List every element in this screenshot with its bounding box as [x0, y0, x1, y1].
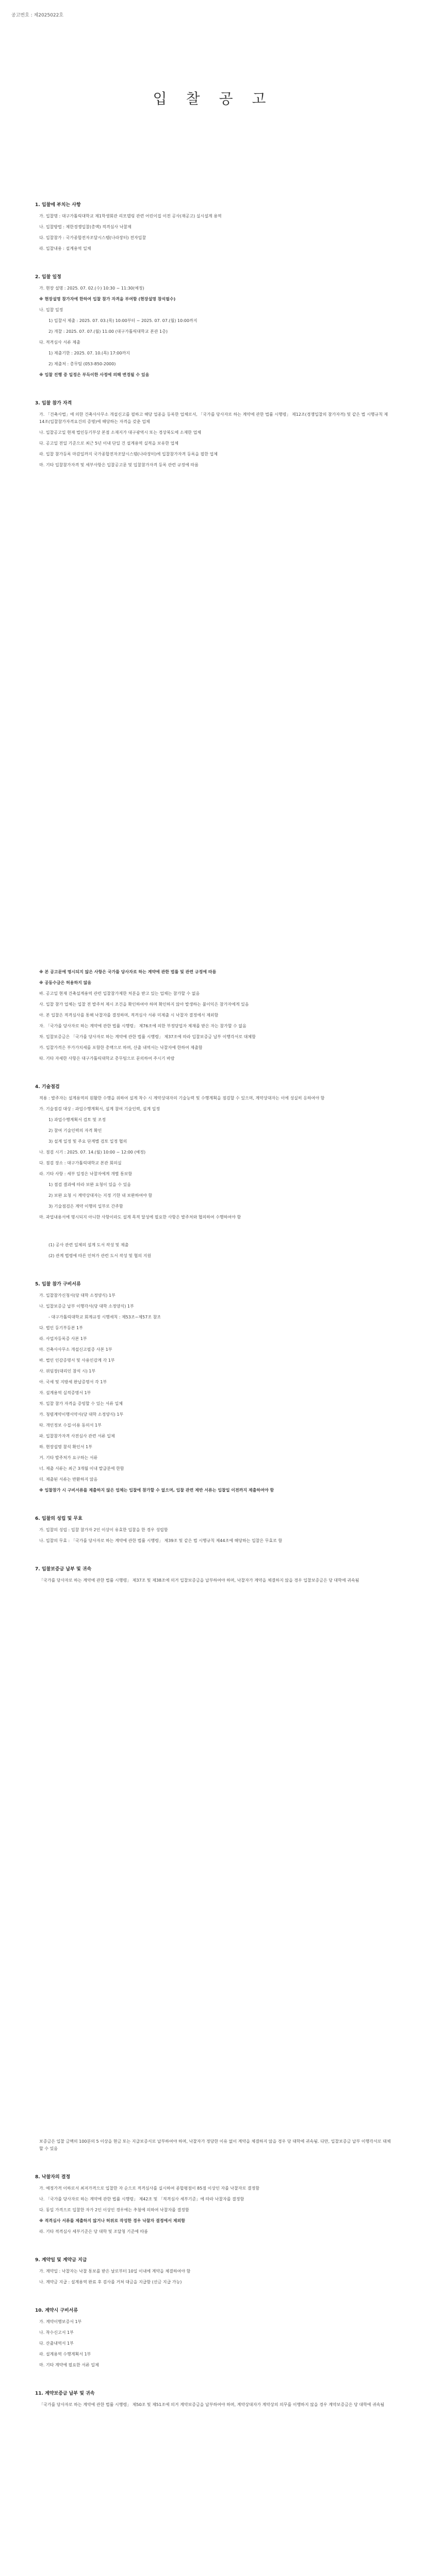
section-item: 차. 입찰 참가 자격을 증빙할 수 있는 서류 일체: [39, 1401, 123, 1406]
section-item: 마. 기타 계약에 필요한 서류 일체: [39, 2363, 99, 2367]
section-title: 6. 입찰의 성립 및 무효: [35, 1516, 83, 1521]
section-s7: [35, 1565, 391, 1584]
section-item: 가. 계약일 : 낙찰자는 낙찰 통보를 받은 날로부터 10일 이내에 계약을 체결하여야 함: [39, 2269, 191, 2274]
section-item: 나. 입찰 일정: [39, 308, 63, 312]
page-title: 입 찰 공 고: [153, 90, 273, 107]
section-title: 3. 입찰 참가 자격: [35, 401, 72, 406]
section-item: 1) 입찰서 제출 : 2025. 07. 03.(목) 10:00부터 ~ 2025. 07. 07.(월) 10:00까지: [48, 318, 198, 323]
section-item: 1) 제출기한 : 2025. 07. 10.(목) 17:00까지: [48, 351, 130, 355]
section-item: 가. 기술점검 대상 : 과업수행계획서, 설계 참여 기술인력, 설계 일정: [39, 1107, 160, 1111]
section-item: 다. 동일 가격으로 입찰한 자가 2인 이상인 경우에는 추첨에 의하여 낙찰자를 결정함: [39, 2208, 189, 2212]
section-item: 다. 입찰참가 : 국가종합전자조달시스템(나라장터) 전자입찰: [39, 235, 146, 240]
section-item: ※ 입찰 진행 중 일정은 부득이한 사정에 의해 변경될 수 있음: [39, 372, 150, 377]
section-item: 가. 「건축사법」에 의한 건축사사무소 개설신고를 필하고 해당 업종을 등록한 업체로서, 「국가를 당사자로 하는 계약에 관한 법률 시행령」 제12조(경쟁입찰의 참가자격) 및 같은 법 시행규칙 제14조(입찰참가자격요건의 증명)에 해당하는 자격을 갖춘 업체: [39, 412, 388, 424]
section-item: 다. 법인 등기부등본 1부: [39, 1326, 83, 1330]
section-item: ※ 적격심사 서류를 제출하지 않거나 허위로 작성한 경우 낙찰자 결정에서 제외함: [39, 2218, 185, 2223]
section-item: 3) 설계 일정 및 주요 단계별 검토 일정 협의: [48, 1139, 127, 1144]
section-item: 「국가를 당사자로 하는 계약에 관한 법률 시행령」 제37조 및 제38조에 의거 입찰보증금을 납부하여야 하며, 낙찰자가 계약을 체결하지 않을 경우 입찰보증금은 당 대학에 귀속됨: [39, 1578, 359, 1583]
section-item: ※ 공동수급은 허용하지 않음: [39, 980, 92, 985]
section-item: 2) 개찰 : 2025. 07. 07.(월) 11:00 (대구가톨릭대학교 본관 1층): [48, 329, 168, 334]
section-item: - 대구가톨릭대학교 회계규정 시행세칙 : 제53조~제57조 참조: [48, 1315, 161, 1319]
section-item: ※ 본 공고문에 명시되지 않은 사항은 국가를 당사자로 하는 계약에 관한 법률 및 관련 규정에 따름: [39, 970, 217, 974]
section-item: 타. 기타 자세한 사항은 대구가톨릭대학교 총무팀으로 문의하여 주시기 바람: [39, 1056, 175, 1061]
section-s8: [35, 2173, 391, 2235]
section-item: 1) 점검 결과에 따라 보완 요청이 있을 수 있음: [48, 1182, 131, 1187]
section-item: 자. 설계용역 실적증명서 1부: [39, 1391, 91, 1395]
section-item: 가. 입찰의 성립 : 입찰 참가자 2인 이상이 유효한 입찰을 한 경우 성립함: [39, 1528, 168, 1532]
section-item: 가. 현장 설명 : 2025. 07. 02.(수) 10:30 ~ 11:30(예정): [39, 286, 144, 291]
section-title: 2. 입찰 일정: [35, 275, 61, 280]
section-item: 2) 보완 요청 시 계약상대자는 지정 기한 내 보완하여야 함: [48, 1193, 153, 1198]
section-item: 나. 입찰보증금 납부 이행각서(당 대학 소정양식) 1부: [39, 1304, 134, 1309]
section-item: 라. 입찰 참가등록 마감일까지 국가종합전자조달시스템(나라장터)에 입찰참가자격 등록을 필한 업체: [39, 452, 218, 456]
section-item: 하. 현장설명 참석 확인서 1부: [39, 1445, 92, 1449]
section-item: 보증금은 입찰 금액의 100분의 5 이상을 현금 또는 지급보증서로 납부하여야 하며, 낙찰자가 정당한 이유 없이 계약을 체결하지 않을 경우 당 대학에 귀속됨. 다만, 입찰보증금 납부 이행각서로 대체할 수 있음: [39, 2139, 391, 2151]
section-item: 마. 기타 입찰참가자격 및 세부사항은 입찰공고문 및 입찰참가자격 등록 관련 규정에 따름: [39, 463, 199, 467]
section-item: 거. 기타 발주처가 요구하는 서류: [39, 1455, 98, 1460]
section-item: 자. 「국가를 당사자로 하는 계약에 관한 법률 시행령」 제76조에 의한 부정당업자 제재를 받은 자는 참가할 수 없음: [39, 1024, 247, 1028]
section-s3: [35, 399, 391, 469]
section-item: 나. 점검 시기 : 2025. 07. 14.(월) 10:00 ~ 12:00 (예정): [39, 1150, 146, 1155]
section-item: 「국가를 당사자로 하는 계약에 관한 법률 시행령」 제50조 및 제51조에 의거 계약보증금을 납부하여야 하며, 계약상대자가 계약상의 의무를 이행하지 않을 경우 계약보증금은 당 대학에 귀속됨: [39, 2402, 385, 2407]
section-item: 마. 건축사사무소 개설신고필증 사본 1부: [39, 1347, 112, 1352]
section-title: 9. 계약일 및 계약금 지급: [35, 2258, 87, 2263]
section-s6: [35, 1515, 391, 1545]
section-item: 아. 국세 및 지방세 완납증명서 각 1부: [39, 1380, 107, 1384]
section-item: 사. 입찰 참가 업체는 입찰 전 발주처 제시 조건을 확인하여야 하며 확인하지 않아 발생하는 불이익은 참가자에게 있음: [39, 1002, 249, 1007]
section-item: 라. 기타 적격심사 세부기준은 당 대학 및 조달청 기준에 따름: [39, 2229, 148, 2234]
section-s2: [35, 273, 391, 379]
section-item: ※ 입찰참가 시 구비서류를 제출하지 않은 업체는 입찰에 참가할 수 없으며, 입찰 관련 제반 서류는 입찰일 이전까지 제출하여야 함: [39, 1488, 274, 1493]
section-s7b: [35, 2138, 391, 2153]
section-title: 5. 입찰 참가 구비서류: [35, 1282, 81, 1287]
section-item: 3) 기술점검은 계약 이행의 일부로 간주함: [48, 1204, 123, 1209]
section-item: 더. 제출된 서류는 반환하지 않음: [39, 1477, 98, 1482]
section-item: (1) 공사 관련 일체의 설계 도서 작성 및 제출: [48, 1243, 129, 1247]
section-title: 7. 입찰보증금 납부 및 귀속: [35, 1567, 92, 1572]
section-s9: [35, 2256, 391, 2286]
section-item: 바. 공고일 현재 건축설계용역 관련 입찰참가제한 처분을 받고 있는 업체는 참가할 수 없음: [39, 991, 200, 996]
section-item: 나. 계약금 지급 : 설계용역 완료 후 검사를 거쳐 대금을 지급함 (선금 지급 가능): [39, 2280, 182, 2284]
section-s4: [35, 1083, 391, 1221]
section-title: 11. 계약보증금 납부 및 귀속: [35, 2391, 95, 2396]
section-item: 카. 청렴계약이행서약서(당 대학 소정양식) 1부: [39, 1412, 124, 1417]
section-item: 사. 위임장(대리인 참석 시) 1부: [39, 1369, 96, 1374]
section-item: 마. 과업내용서에 명시되지 아니한 사항이라도 설계 목적 달성에 필요한 사항은 발주처와 협의하여 수행하여야 함: [39, 1215, 241, 1219]
section-item: 가. 입찰명 : 대구가톨릭대학교 제1학생회관 리모델링 관련 어린이집 이전 공사(재공고) 실시설계 용역: [39, 214, 222, 218]
section-item: 다. 공고일 전일 기준으로 최근 5년 이내 단일 건 설계용역 실적을 보유한 업체: [39, 441, 178, 446]
section-item: 라. 사업자등록증 사본 1부: [39, 1336, 87, 1341]
section-title: 1. 입찰에 부치는 사항: [35, 202, 81, 208]
section-item: 나. 입찰의 무효 : 「국가를 당사자로 하는 계약에 관한 법률 시행령」 제39조 및 같은 법 시행규칙 제44조에 해당하는 입찰은 무효로 함: [39, 1538, 283, 1543]
notice-body-part3: [35, 2138, 391, 2429]
section-item: 나. 입찰공고일 현재 법인등기부상 본점 소재지가 대구광역시 또는 경상북도에 소재한 업체: [39, 430, 201, 435]
section-item: 2) 제출처 : 총무팀 (053-850-2000): [48, 362, 116, 366]
section-item: 카. 입찰가격은 부가가치세를 포함한 총액으로 하며, 산출 내역서는 낙찰자에 한하여 제출함: [39, 1045, 203, 1050]
section-item: 나. 착수신고서 1부: [39, 2330, 74, 2335]
section-s3b: [35, 969, 391, 1062]
notice-number: 공고번호 : 제2025022호: [11, 13, 64, 18]
section-item: 차. 입찰보증금은 「국가를 당사자로 하는 계약에 관한 법률 시행령」 제37조에 따라 입찰보증금 납부 이행각서로 대체함: [39, 1035, 256, 1039]
section-item: 다. 산출내역서 1부: [39, 2341, 74, 2346]
section-item: 나. 입찰방법 : 제한경쟁입찰(총액) 적격심사 낙찰제: [39, 225, 132, 229]
section-s11: [35, 2389, 391, 2409]
section-item: 파. 입찰참가자격 사전심사 관련 서류 일체: [39, 1434, 115, 1438]
section-item: 다. 적격심사 서류 제출: [39, 340, 80, 345]
section-item: ※ 현장설명 참가자에 한하여 입찰 참가 자격을 부여함 (현장설명 참석필수): [39, 297, 176, 301]
section-item: 가. 입찰참가신청서(당 대학 소정양식) 1부: [39, 1293, 116, 1298]
notice-body-part1: [35, 201, 391, 489]
section-title: 8. 낙찰자의 결정: [35, 2175, 71, 2180]
section-item: 너. 제출 서류는 최근 3개월 이내 발급분에 한함: [39, 1466, 124, 1471]
section-item: 바. 법인 인감증명서 및 사용인감계 각 1부: [39, 1358, 115, 1363]
notice-body-part2: [35, 969, 391, 1605]
section-item: 라. 입찰내용 : 설계용역 일체: [39, 246, 91, 251]
section-s1: [35, 201, 391, 252]
section-title: 4. 기술점검: [35, 1084, 60, 1090]
section-title: 10. 계약시 구비서류: [35, 2308, 78, 2313]
section-item: 아. 본 입찰은 적격심사를 통해 낙찰자를 결정하며, 적격심사 서류 미제출 시 낙찰자 결정에서 제외함: [39, 1013, 219, 1018]
section-item: 1) 과업수행계획서 검토 및 조정: [48, 1117, 106, 1122]
section-item: 2) 참여 기술인력의 자격 확인: [48, 1128, 102, 1133]
section-item: (2) 관계 법령에 따른 인허가 관련 도서 작성 및 협의 지원: [48, 1253, 152, 1258]
section-s10: [35, 2307, 391, 2369]
section-item: 나. 「국가를 당사자로 하는 계약에 관한 법률 시행령」 제42조 및 「적격심사 세부기준」에 따라 낙찰자를 결정함: [39, 2197, 244, 2201]
section-item: 라. 설계용역 수행계획서 1부: [39, 2352, 91, 2357]
section-s4n: [35, 1242, 391, 1260]
section-item: 적용 : 발주자는 설계용역의 원활한 수행을 위하여 설계 착수 시 계약상대자의 기술능력 및 수행계획을 점검할 수 있으며, 계약상대자는 이에 성실히 응하여야 함: [39, 1096, 325, 1100]
section-item: 라. 기타 사항 : 세부 일정은 낙찰자에게 개별 통보함: [39, 1172, 133, 1176]
section-item: 가. 예정가격 이하로서 최저가격으로 입찰한 자 순으로 적격심사를 실시하여 종합평점이 85점 이상인 자를 낙찰자로 결정함: [39, 2186, 259, 2191]
section-item: 가. 계약이행보증서 1부: [39, 2319, 82, 2324]
section-s5: [35, 1280, 391, 1494]
section-item: 다. 점검 장소 : 대구가톨릭대학교 본관 회의실: [39, 1161, 122, 1165]
section-item: 타. 개인정보 수집·이용 동의서 1부: [39, 1423, 102, 1428]
